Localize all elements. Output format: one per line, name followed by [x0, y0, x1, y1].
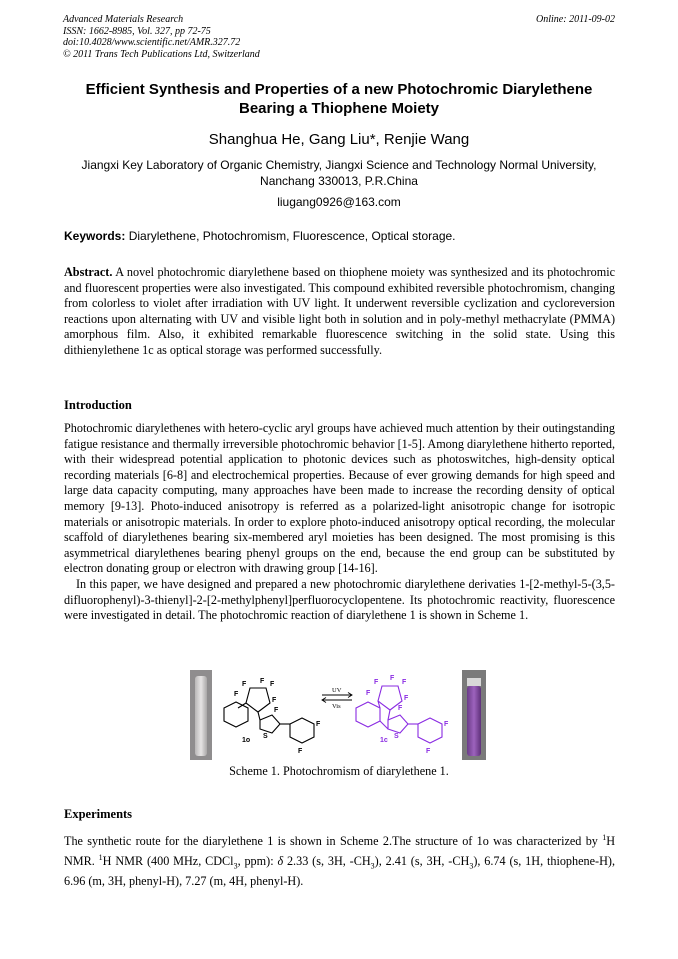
scheme-1-caption: Scheme 1. Photochromism of diarylethene 1. — [229, 764, 449, 778]
exp-text: The synthetic route for the diarylethene 1 is shown in Scheme 2.The structure of 1o was characterized by — [64, 834, 603, 849]
fluorine-atom: F — [374, 679, 379, 686]
exp-subscript: 3 — [469, 861, 474, 871]
fluorine-atom: F — [260, 678, 265, 685]
paper-title — [40, 80, 638, 118]
affiliation-line-1: Jiangxi Key Laboratory of Organic Chemistry, Jiangxi Science and Technology Normal University, — [81, 158, 597, 172]
journal-header — [63, 14, 615, 60]
abstract-label: Abstract. — [64, 265, 113, 279]
exp-text: H NMR. — [64, 834, 615, 868]
exp-subscript: 3 — [370, 861, 375, 871]
exp-delta: δ — [277, 853, 284, 868]
fluorine-atom: F — [444, 721, 449, 728]
title-line-2: Bearing a Thiophene Moiety — [238, 100, 440, 117]
fluorine-atom: F — [234, 691, 239, 698]
label-1o: 1o — [242, 737, 251, 744]
label-1c: 1c — [380, 737, 388, 744]
reaction-arrows — [322, 693, 352, 703]
exp-text: ), 6.74 (s, 1H, thiophene-H), 6.96 (m, 3H, phenyl-H), 7.27 (m, 4H, phenyl-H). — [64, 853, 615, 888]
journal-name: Advanced Materials Research — [63, 14, 184, 25]
fluorine-atom: F — [274, 707, 279, 714]
exp-text: , ppm): — [237, 853, 278, 868]
experiments-heading: Experiments — [64, 807, 133, 821]
fluorine-atom: F — [426, 748, 431, 755]
exp-text: ), 2.41 (s, 3H, -CH — [374, 853, 470, 868]
vis-label: Vis — [332, 703, 341, 710]
copyright-line: © 2011 Trans Tech Publications Ltd, Switzerland — [63, 48, 260, 60]
issn-line: ISSN: 1662-8985, Vol. 327, pp 72-75 — [63, 25, 211, 37]
fluorine-atom: F — [404, 695, 409, 702]
scheme-1-figure — [190, 668, 488, 763]
online-date: Online: 2011-09-02 — [536, 14, 615, 25]
affiliation — [40, 157, 638, 189]
fluorine-atom: F — [402, 679, 407, 686]
abstract — [64, 265, 615, 359]
fluorine-atom: F — [298, 748, 303, 755]
uv-label: UV — [332, 687, 342, 694]
title-line-1: Efficient Synthesis and Properties of a new Photochromic Diarylethene — [85, 81, 593, 98]
affiliation-line-2: Nanchang 330013, P.R.China — [260, 174, 418, 188]
exp-subscript: 3 — [233, 861, 238, 871]
intro-paragraph-2: In this paper, we have designed and prepared a new photochromic diarylethene derivaties 1-[2-methyl-5-(3,5-difluorophenyl)-3-thienyl]-2-[2-methylphenyl]perfluorocyclopentene. Its photochromic reactivity, fluorescence were investigated in detail. The photochromic reaction of diarylethene 1 is shown in Scheme 1. — [64, 576, 615, 623]
exp-superscript: 1 — [602, 833, 607, 842]
atom-labels-1c — [366, 675, 449, 755]
fluorine-atom: F — [398, 705, 403, 712]
keywords — [64, 229, 616, 243]
keywords-list: Diarylethene, Photochromism, Fluorescence, Optical storage. — [125, 229, 456, 243]
intro-paragraph-1: Photochromic diarylethenes with hetero-cyclic aryl groups have achieved much attention by their outingstanding fatigue resistance and thermally irreversible photochromic behavior [1-5]. Among diarylethene hitherto reported, with their widespread potential application to photonic devices such as photoswitches, high-density optical recording materials [6-8] and electrochemical properties. Because of ever growing demands for high speed and large data capacity computing, many approaches have been made to increase the recording density of optical memory [9-13]. Photo-induced anisotropy is referred as a polarized-light anisotropic change for isotropic materials or anisotropic materials. In order to explore photo-induced anisotropy optical recording, the molecular scaffold of diarylethenes bearing six-membered aryl moieties has been designed. The most promising is this asymmetrical diarylethenes bearing phenyl groups on the end, because the end group can be substituted by electron donating group or electron with drawing group [14-16]. — [64, 421, 615, 576]
exp-text: H NMR (400 MHz, CDCl — [102, 853, 234, 868]
fluorine-atom: F — [390, 675, 395, 682]
atom-labels-1o — [234, 678, 321, 755]
fluorine-atom: F — [270, 681, 275, 688]
introduction-heading: Introduction — [64, 398, 132, 412]
sulfur-atom: S — [263, 733, 268, 740]
fluorine-atom: F — [316, 721, 321, 728]
email[interactable]: liugang0926@163.com — [277, 195, 401, 209]
fluorine-atom: F — [272, 697, 277, 704]
authors: Shanghua He, Gang Liu*, Renjie Wang — [208, 131, 470, 148]
introduction-body — [64, 421, 615, 624]
exp-superscript: 1 — [98, 852, 103, 862]
doi-line[interactable]: doi:10.4028/www.scientific.net/AMR.327.72 — [63, 37, 241, 48]
sulfur-atom: S — [394, 733, 399, 740]
experiments-body — [64, 830, 615, 889]
fluorine-atom: F — [242, 681, 247, 688]
exp-text: 2.33 (s, 3H, -CH — [283, 853, 371, 868]
abstract-text: A novel photochromic diarylethene based on thiophene moiety was synthesized and its photochromic and fluorescent properties were also investigated. This compound exhibited reversible photochromism, changing from colorless to violet after irradiation with UV light. It underwent reversible cyclization and cycloreversion reactions upon alternating with UV and visible light both in solution and in poly-methyl methacrylate (PMMA) amorphous film. Also, it exhibited remarkable fluorescence switching in the solid state. Using this dithienylethene 1c as optical storage was performed successfully. — [64, 265, 615, 357]
fluorine-atom: F — [366, 690, 371, 697]
keywords-label: Keywords: — [64, 229, 126, 243]
